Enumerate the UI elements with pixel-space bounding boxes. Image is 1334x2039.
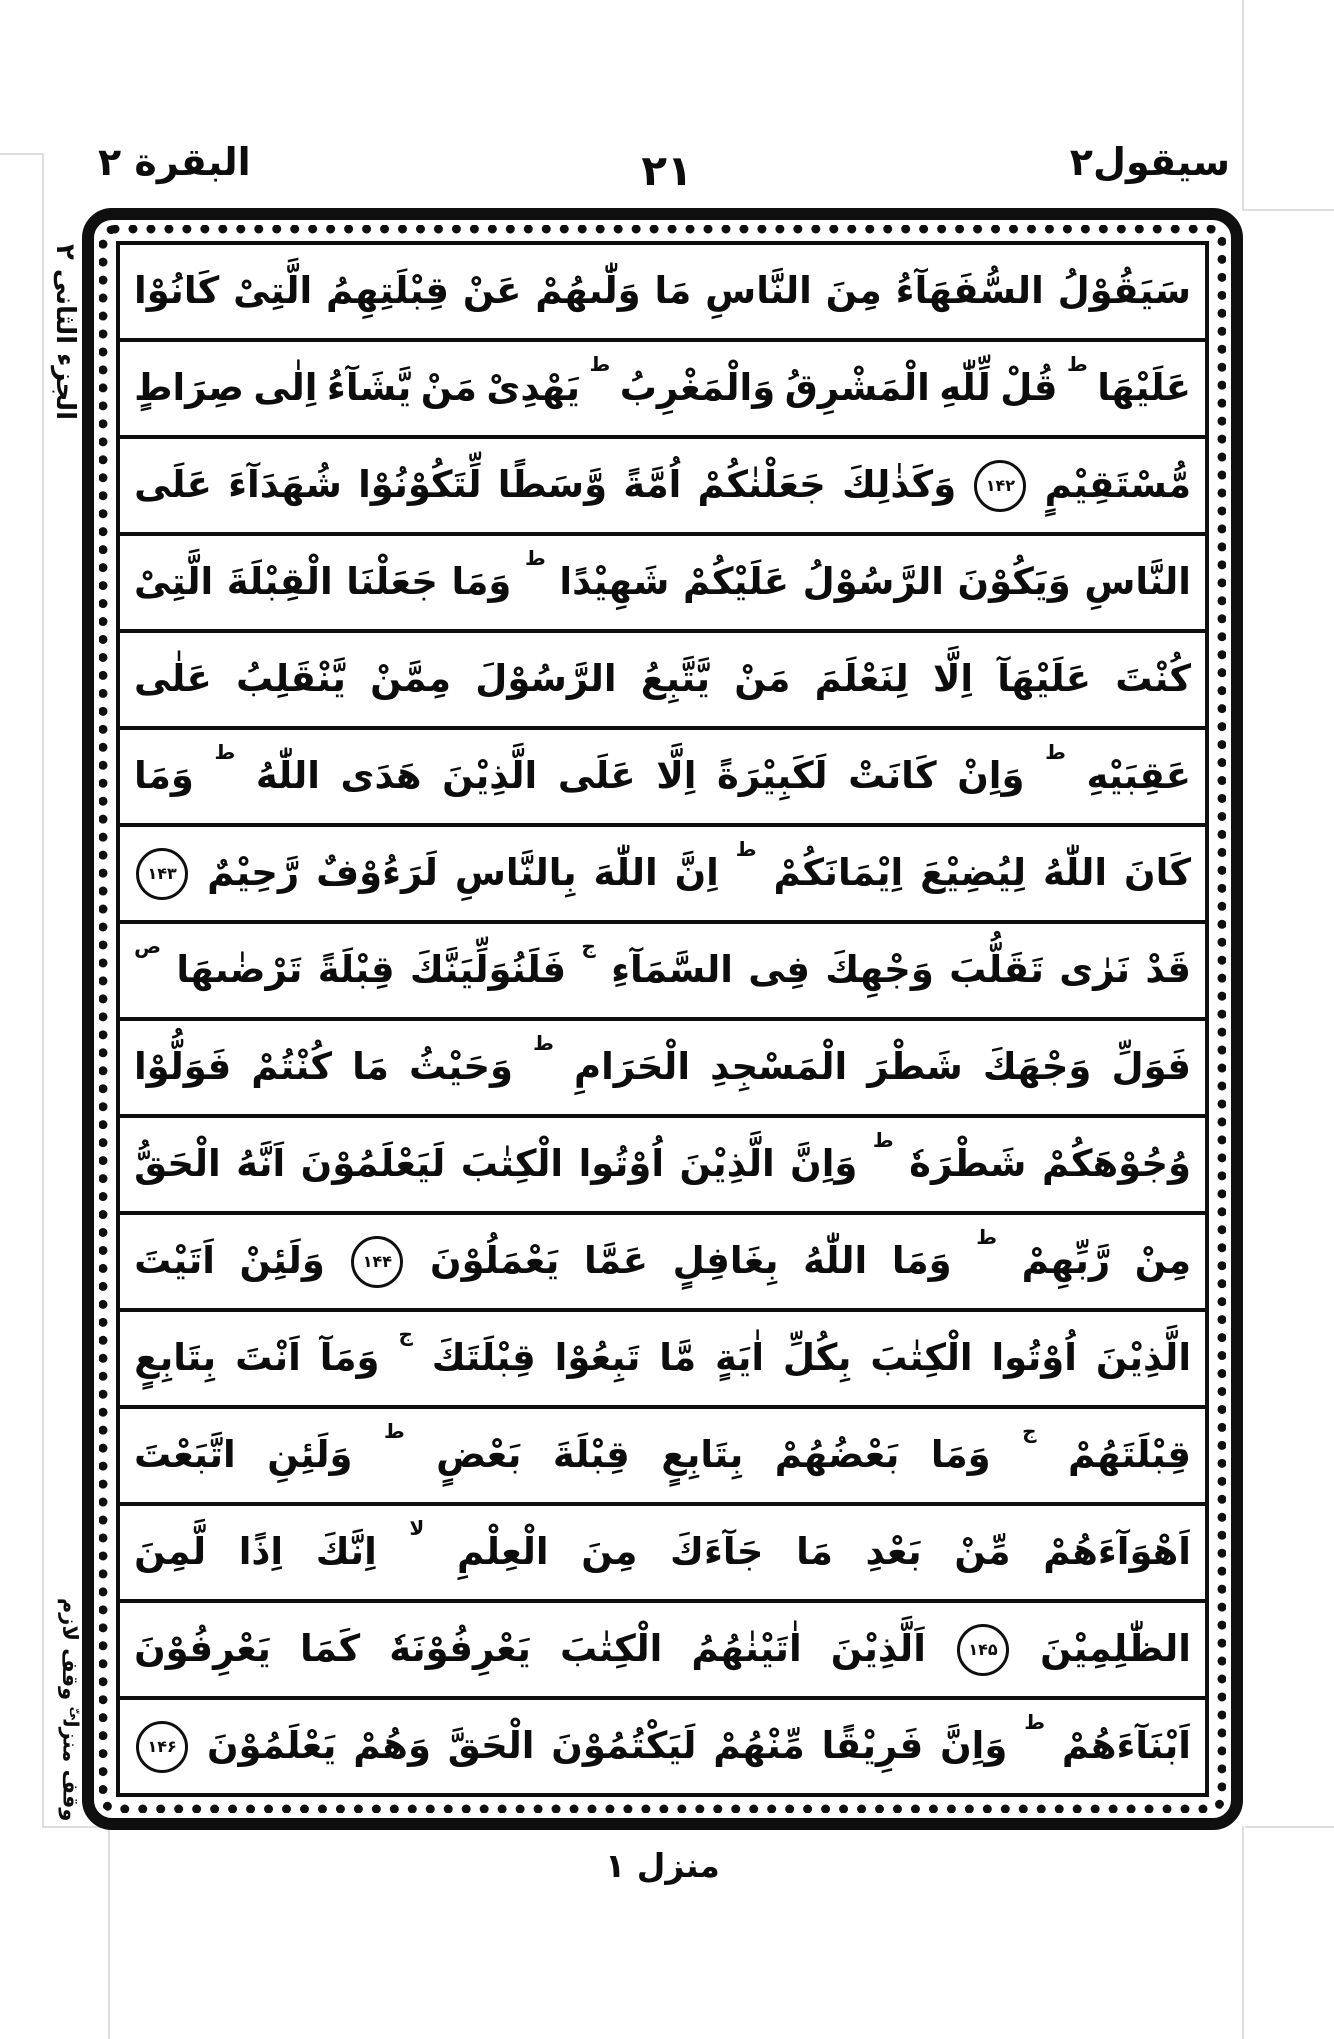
quran-line bbox=[116, 532, 1209, 633]
quran-line bbox=[116, 241, 1209, 342]
quran-word: وَمَآ bbox=[319, 1336, 380, 1380]
quran-word: وَاِنَّ bbox=[790, 1142, 858, 1186]
quran-word: الْحَقَّ bbox=[447, 1724, 535, 1768]
waqf-lazim-label: وقف لازم bbox=[58, 1597, 82, 1701]
quran-word: الَّذِيْنَ bbox=[442, 754, 538, 798]
quran-word: فِى bbox=[748, 948, 810, 992]
quran-line bbox=[116, 920, 1209, 1021]
quran-line bbox=[116, 1017, 1209, 1118]
quran-word: مِنَ bbox=[825, 269, 882, 313]
quran-word: لَرَءُوْفٌ bbox=[316, 851, 438, 895]
waqf-mark: ط bbox=[589, 352, 611, 376]
manzil-label: منزل ١ bbox=[605, 1846, 720, 1885]
quran-word: الرَّسُوْلُ bbox=[802, 560, 944, 604]
quran-line bbox=[116, 1599, 1209, 1700]
quran-word: جَآءَكَ bbox=[670, 1530, 764, 1574]
quran-word: الَّتِىْ bbox=[233, 269, 313, 313]
quran-word: الْعِلْمِ bbox=[456, 1530, 549, 1574]
quran-word: اتَّبَعْتَ bbox=[134, 1433, 236, 1477]
quran-word: هَدَى bbox=[340, 754, 422, 798]
quran-word: اللّٰهُ bbox=[1042, 851, 1108, 895]
quran-word: وَمَا bbox=[451, 560, 512, 604]
quran-word: لَكَبِيْرَةً bbox=[717, 754, 828, 798]
quran-word: جَعَلْنَا bbox=[346, 560, 438, 604]
quran-word: عَقِبَيْهِ bbox=[1086, 754, 1191, 798]
quran-line bbox=[116, 726, 1209, 827]
quran-word: قِبْلَتَهُمْ bbox=[1068, 1433, 1191, 1477]
quran-word: النَّاسِ bbox=[705, 269, 812, 313]
ayah-number-medallion: ۱۴۴ bbox=[351, 1236, 403, 1288]
quran-word: لِنَعْلَمَ bbox=[814, 657, 909, 701]
quran-word: الَّذِيْنَ bbox=[1095, 1336, 1191, 1380]
quran-word: وَمَا bbox=[891, 1239, 952, 1283]
quran-word: وَّسَطًا bbox=[497, 463, 608, 507]
quran-word: الْكِتٰبَ bbox=[559, 1627, 663, 1671]
ayah-number-medallion: ۱۴۵ bbox=[957, 1624, 1009, 1676]
quran-word: رَّحِيْمٌ bbox=[207, 851, 300, 895]
quran-word: الْحَرَامِ bbox=[573, 1045, 691, 1089]
quran-line bbox=[116, 1308, 1209, 1409]
quran-word: الْكِتٰبَ bbox=[870, 1336, 973, 1380]
quran-word: بِتَابِعٍ bbox=[134, 1336, 217, 1380]
quran-word: الَّذِيْنَ bbox=[679, 1142, 775, 1186]
waqf-mark: لا bbox=[409, 1516, 425, 1540]
quran-word: وَالْمَغْرِبُ bbox=[619, 366, 776, 410]
quran-word: عَلٰى bbox=[134, 657, 212, 701]
quran-word: اٰتَيْنٰهُمُ bbox=[691, 1627, 802, 1671]
waqf-mark: ط bbox=[1066, 352, 1088, 376]
quran-word: الْكِتٰبَ bbox=[460, 1142, 564, 1186]
quran-word: الْقِبْلَةَ bbox=[226, 560, 333, 604]
quran-word: عَلَيْهَا bbox=[1097, 366, 1191, 410]
quran-word: بِتَابِعٍ bbox=[661, 1433, 744, 1477]
quran-word: بَعْدِ bbox=[865, 1530, 922, 1574]
quran-word: وَكَذٰلِكَ bbox=[841, 463, 957, 507]
quran-word: السَّمَآءِ bbox=[611, 948, 733, 992]
quran-word: عَمَّا bbox=[584, 1239, 649, 1283]
quran-word: مِّنْ bbox=[954, 1530, 1011, 1574]
quran-word: لِّلّٰهِ bbox=[939, 366, 991, 410]
quran-word: فَوَلِّ bbox=[1111, 1045, 1191, 1089]
mushaf-frame-dotted-border bbox=[99, 225, 1226, 1813]
quran-word: جَعَلْنٰكُمْ bbox=[697, 463, 826, 507]
quran-word: قِبْلَتِهِمُ bbox=[326, 269, 449, 313]
waqf-mark: ط bbox=[383, 1419, 405, 1443]
quran-word: اِذًا bbox=[238, 1530, 284, 1574]
quran-word: اِيْمَانَكُمْ bbox=[773, 851, 904, 895]
quran-line bbox=[116, 1502, 1209, 1603]
quran-word: بَعْضُهُمْ bbox=[774, 1433, 900, 1477]
quran-word: يَعْلَمُوْنَ bbox=[206, 1724, 337, 1768]
quran-word: بِكُلِّ bbox=[782, 1336, 852, 1380]
quran-word: فَرِيْقًا bbox=[821, 1724, 924, 1768]
quran-word: مَا bbox=[352, 1045, 389, 1089]
quran-word: وَلَئِنِ bbox=[267, 1433, 353, 1477]
quran-word: مُّسْتَقِيْمٍ bbox=[1044, 463, 1191, 507]
waqf-mark: ط bbox=[872, 1128, 894, 1152]
page-number: ٢١ bbox=[641, 146, 693, 195]
quran-word: تَبِعُوْا bbox=[554, 1336, 641, 1380]
quran-word: كَانَتْ bbox=[848, 754, 937, 798]
quran-line bbox=[116, 435, 1209, 536]
quran-word: وَجْهَكَ bbox=[982, 1045, 1092, 1089]
waqf-mark: ج bbox=[1022, 1419, 1037, 1443]
waqf-manzil-text: وقف منزل bbox=[58, 1719, 82, 1822]
quran-word: اللّٰهُ bbox=[255, 754, 320, 798]
juz-marker-label: الجزء الثانى ٢ bbox=[49, 244, 80, 420]
quran-word: لَيَكْتُمُوْنَ bbox=[551, 1724, 697, 1768]
page-edge-line bbox=[1242, 209, 1334, 211]
mushaf-frame bbox=[82, 208, 1243, 1830]
waqf-mark: ط bbox=[214, 740, 236, 764]
quran-word: كَمَا bbox=[299, 1627, 361, 1671]
juz-title-header: سيقول٢ bbox=[1069, 140, 1230, 184]
quran-word: صِرَاطٍ bbox=[134, 366, 244, 410]
waqf-manzil-label bbox=[58, 1707, 82, 1822]
quran-word: مَنْ bbox=[734, 657, 791, 701]
quran-word: لَّمِنَ bbox=[134, 1530, 207, 1574]
quran-word: اللّٰهُ bbox=[803, 1239, 868, 1283]
quran-word: مَّا bbox=[659, 1336, 697, 1380]
quran-word: اَهْوَآءَهُمْ bbox=[1043, 1530, 1191, 1574]
quran-word: بِالنَّاسِ bbox=[454, 851, 577, 895]
quran-word: مِنْ bbox=[1134, 1239, 1191, 1283]
ayah-number-medallion: ۱۴۶ bbox=[136, 1721, 188, 1773]
waqf-manzil-small-mark: ىّ bbox=[67, 1706, 82, 1720]
ayah-number-medallion: ۱۴۳ bbox=[136, 848, 188, 900]
quran-word: كَانَ bbox=[1124, 851, 1191, 895]
surah-title-header: البقرة ٢ bbox=[98, 140, 251, 184]
quran-word: يَعْرِفُوْنَ bbox=[134, 1627, 271, 1671]
quran-word: وَيَكُوْنَ bbox=[957, 560, 1071, 604]
quran-word: اُوْتُوا bbox=[578, 1142, 665, 1186]
quran-word: يَهْدِىْ bbox=[486, 366, 581, 410]
quran-word: لِيُضِيْعَ bbox=[920, 851, 1026, 895]
quran-line bbox=[116, 1114, 1209, 1215]
waqf-mark: ج bbox=[398, 1322, 413, 1346]
quran-word: اُوْتُوا bbox=[991, 1336, 1077, 1380]
quran-word: اٰيَةٍ bbox=[715, 1336, 765, 1380]
quran-word: بَعْضٍ bbox=[436, 1433, 522, 1477]
quran-word: فَوَلُّوْا bbox=[134, 1045, 232, 1089]
quran-word: وُجُوْهَكُمْ bbox=[1041, 1142, 1191, 1186]
quran-word: سَيَقُوْلُ bbox=[1057, 269, 1191, 313]
quran-word: كُنْتُمْ bbox=[251, 1045, 333, 1089]
quran-word: النَّاسِ bbox=[1084, 560, 1191, 604]
quran-word: الْمَسْجِدِ bbox=[710, 1045, 848, 1089]
quran-word: مِنَ bbox=[581, 1530, 638, 1574]
waqf-mark: ط bbox=[735, 837, 757, 861]
page-edge-line bbox=[1245, 1826, 1334, 1828]
quran-word: قُلْ bbox=[1000, 366, 1058, 410]
quran-word: وَاِنْ bbox=[957, 754, 1025, 798]
quran-word: اَلَّذِيْنَ bbox=[830, 1627, 926, 1671]
quran-word: يَعْرِفُوْنَهٗ bbox=[389, 1627, 531, 1671]
quran-word: الَّتِىْ bbox=[134, 560, 214, 604]
quran-word: وَلّٰىهُمْ bbox=[535, 269, 641, 313]
quran-word: قِبْلَتَكَ bbox=[431, 1336, 536, 1380]
quran-word: وَمَا bbox=[930, 1433, 991, 1477]
quran-word: يَّنْقَلِبُ bbox=[235, 657, 346, 701]
quran-word: اَنْتَ bbox=[235, 1336, 301, 1380]
quran-word: رَّبِّهِمْ bbox=[1021, 1239, 1111, 1283]
quran-word: بِغَافِلٍ bbox=[672, 1239, 779, 1283]
quran-word: اِلَّا bbox=[932, 657, 974, 701]
quran-word: عَلَى bbox=[134, 463, 212, 507]
quran-word: اِلَّا bbox=[656, 754, 697, 798]
quran-word: الظّٰلِمِيْنَ bbox=[1040, 1627, 1191, 1671]
quran-word: قِبْلَةً bbox=[317, 948, 395, 992]
quran-word: وَجْهِكَ bbox=[825, 948, 934, 992]
ayah-number-medallion: ۱۴۲ bbox=[974, 460, 1026, 512]
quran-word: عَلَيْكُمْ bbox=[683, 560, 790, 604]
quran-word: الْمَشْرِقُ bbox=[784, 366, 930, 410]
quran-line bbox=[116, 1211, 1209, 1312]
waqf-mark: ط bbox=[1024, 1710, 1045, 1734]
quran-word: نَرٰى bbox=[1059, 948, 1131, 992]
quran-word: وَمَا bbox=[134, 754, 194, 798]
quran-word: اَبْنَآءَهُمْ bbox=[1061, 1724, 1191, 1768]
quran-word: وَحَيْثُ bbox=[409, 1045, 513, 1089]
quran-word: الْحَقُّ bbox=[134, 1142, 221, 1186]
quran-word: اَتَيْتَ bbox=[134, 1239, 215, 1283]
quran-word: وَهُمْ bbox=[353, 1724, 431, 1768]
quran-word: فَلَنُوَلِّيَنَّكَ bbox=[409, 948, 567, 992]
quran-word: عَلَيْهَآ bbox=[997, 657, 1092, 701]
waqf-mark: ط bbox=[524, 546, 546, 570]
quran-word: عَلَى bbox=[557, 754, 636, 798]
quran-rows bbox=[116, 241, 1209, 1797]
quran-word: شَطْرَهٗ bbox=[909, 1142, 1027, 1186]
quran-word: كُنْتَ bbox=[1115, 657, 1191, 701]
quran-word: تَرْضٰىهَا bbox=[176, 948, 303, 992]
quran-line bbox=[116, 1405, 1209, 1506]
waqf-mark: ط bbox=[533, 1031, 554, 1055]
quran-word: يَعْمَلُوْنَ bbox=[429, 1239, 560, 1283]
waqf-mark: ج bbox=[581, 934, 596, 958]
waqf-mark: ط bbox=[1045, 740, 1066, 764]
quran-word: مَا bbox=[796, 1530, 833, 1574]
quran-word: عَنْ bbox=[462, 269, 522, 313]
quran-word: كَانُوْا bbox=[134, 269, 220, 313]
quran-line bbox=[116, 1696, 1209, 1797]
quran-line bbox=[116, 338, 1209, 439]
quran-word: الرَّسُوْلَ bbox=[475, 657, 617, 701]
quran-word: اِنَّكَ bbox=[315, 1530, 377, 1574]
quran-word: شَهِيْدًا bbox=[559, 560, 670, 604]
quran-word: وَاِنَّ bbox=[940, 1724, 1008, 1768]
waqf-mark: ص bbox=[134, 934, 161, 958]
quran-word: وَلَئِنْ bbox=[239, 1239, 325, 1283]
quran-word: اَنَّهُ bbox=[236, 1142, 286, 1186]
quran-word: مِّنْهُمْ bbox=[713, 1724, 805, 1768]
quran-word: تَقَلُّبَ bbox=[949, 948, 1044, 992]
quran-word: اِنَّ bbox=[674, 851, 719, 895]
quran-line bbox=[116, 629, 1209, 730]
quran-word: يَّتَّبِعُ bbox=[640, 657, 711, 701]
quran-word: مَا bbox=[654, 269, 692, 313]
quran-word: لِّتَكُوْنُوْا bbox=[358, 463, 482, 507]
waqf-mark: ط bbox=[976, 1225, 997, 1249]
quran-word: يَّشَآءُ bbox=[326, 366, 412, 410]
quran-word: قِبْلَةَ bbox=[552, 1433, 630, 1477]
quran-word: مَنْ bbox=[420, 366, 477, 410]
quran-word: شَطْرَ bbox=[867, 1045, 963, 1089]
quran-line bbox=[116, 823, 1209, 924]
quran-word: اُمَّةً bbox=[623, 463, 682, 507]
quran-word: اِلٰى bbox=[253, 366, 318, 410]
quran-word: اللّٰهَ bbox=[593, 851, 658, 895]
quran-word: مِمَّنْ bbox=[370, 657, 452, 701]
quran-word: لَيَعْلَمُوْنَ bbox=[300, 1142, 446, 1186]
quran-word: شُهَدَآءَ bbox=[228, 463, 342, 507]
quran-word: السُّفَهَآءُ bbox=[895, 269, 1044, 313]
quran-word: قَدْ bbox=[1145, 948, 1191, 992]
